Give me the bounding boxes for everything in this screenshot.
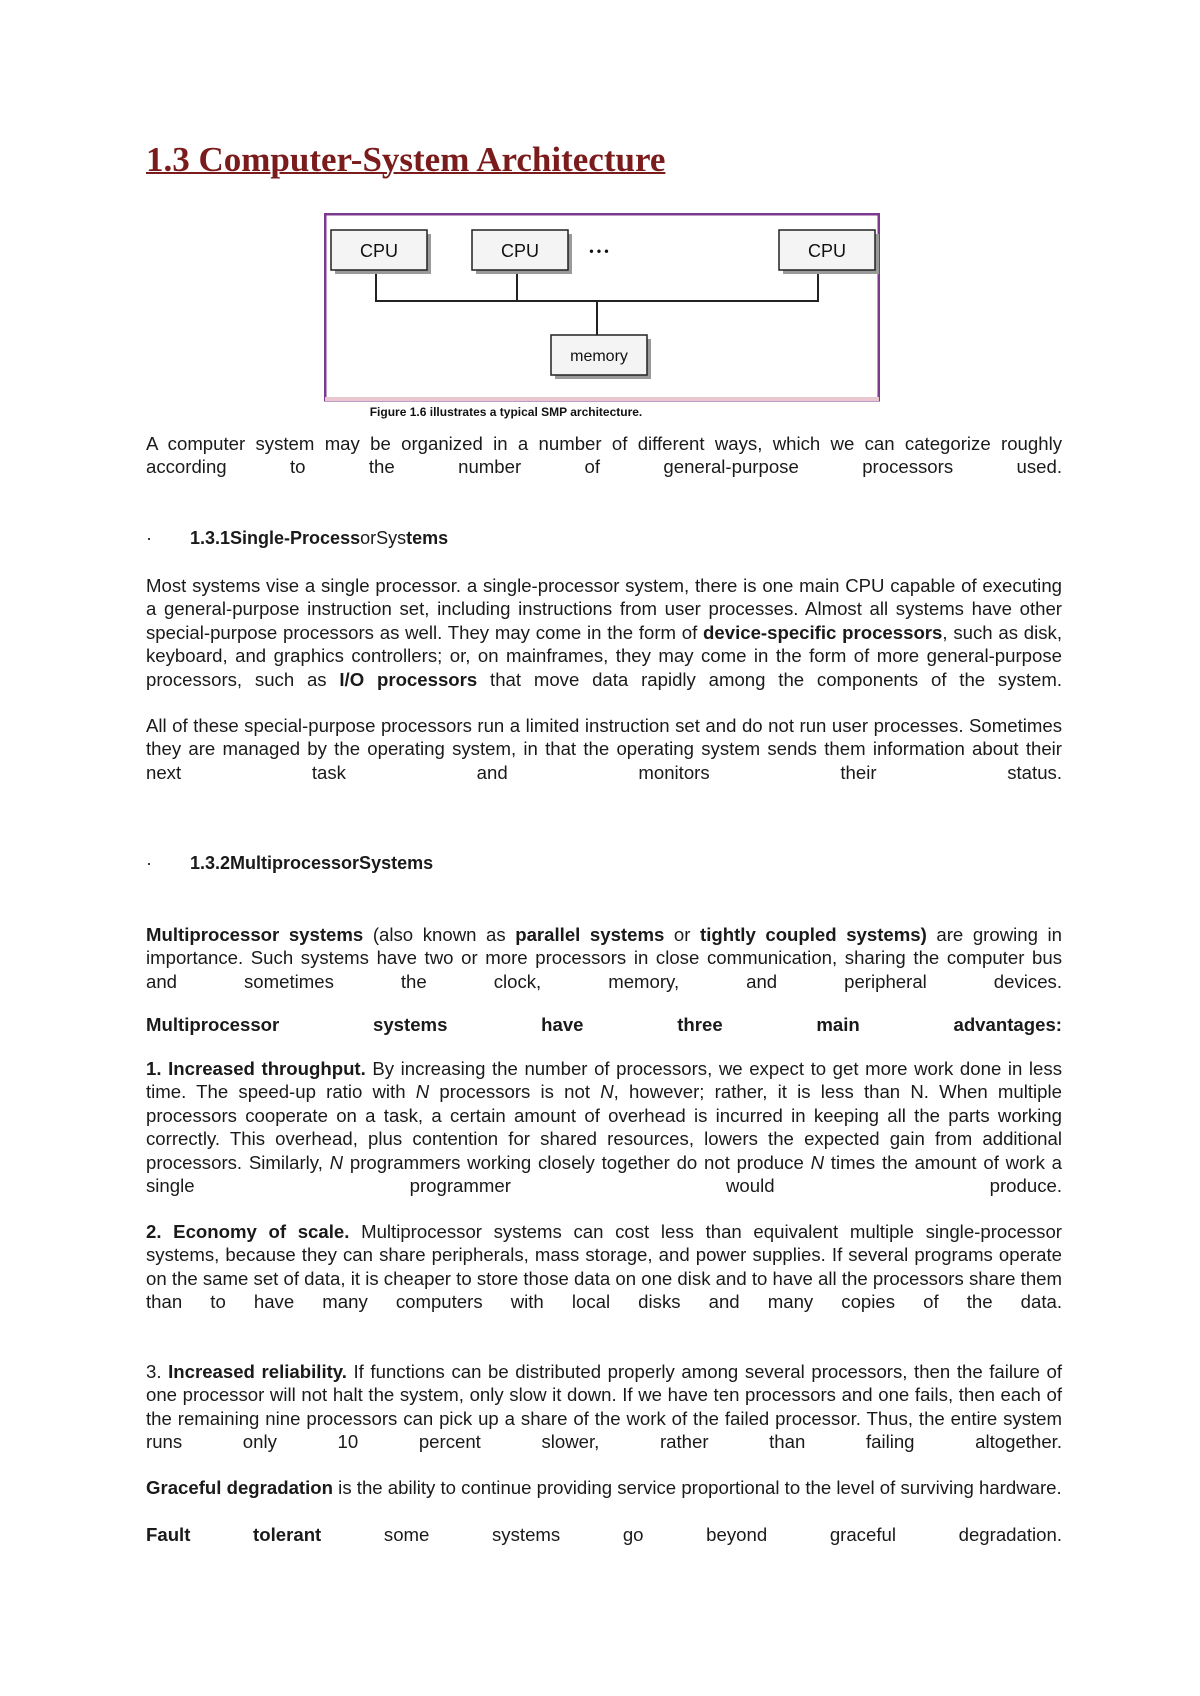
text-run: are growing in importance. Such systems have two or more processors in close communication, sharing the computer bus and sometimes the clock, memory, and peripheral devices. xyxy=(146,924,1062,992)
special-purpose-paragraph: All of these special-purpose processors run a limited instruction set and do not run user processes. Sometimes they are managed by the operating system, in that the operating system sends them information about their next task and monitors their status. xyxy=(146,715,1062,783)
text-run: processors is not xyxy=(429,1081,601,1103)
text-run: (also known as xyxy=(363,924,516,945)
text-run: some systems go beyond graceful degradation. xyxy=(321,1524,1062,1545)
cpu-label-2: CPU xyxy=(500,241,540,261)
var-n: N xyxy=(415,1081,430,1103)
var-n: N xyxy=(810,1151,825,1173)
cpu-label-1: CPU xyxy=(359,241,399,261)
page-title: 1.3 Computer-System Architecture xyxy=(146,140,666,179)
text-run: Multiprocessor systems can cost less than equivalent multiple single-processor systems, because they can share peripherals, mass storage, and power supplies. If several programs operate on the same set of data, it is cheaper to store those data on one disk and to have all the processors share them than to have many computers with local disks and many copies of the data. xyxy=(146,1221,1062,1313)
text-run: is the ability to continue providing service proportional to the level of surviving hardware. xyxy=(333,1477,1062,1498)
advantage-title: 2. Economy of scale. xyxy=(146,1221,350,1242)
var-n: N xyxy=(600,1081,614,1103)
smp-architecture-figure xyxy=(324,213,880,403)
term-io-processors: I/O processors xyxy=(339,668,478,690)
heading-part-a: 1.3.1Single-Process xyxy=(190,528,361,548)
term-graceful-degradation: Graceful degradation xyxy=(146,1477,334,1498)
memory-box xyxy=(551,335,651,379)
text-run: , however; rather, it is less than N. When multiple processors cooperate on a task, a certain amount of overhead is incurred in keeping all the parts working correctly. This overhead, plus contention for shared resources, lowers the expected gain from additional processors. Similarly, xyxy=(146,1081,1062,1173)
bullet: · xyxy=(146,528,152,548)
cpu-ellipsis: • • • xyxy=(589,244,609,258)
term-tightly-coupled: tightly coupled systems) xyxy=(700,924,927,945)
multiprocessor-intro-paragraph xyxy=(146,923,1062,993)
figure-frame-shadow xyxy=(325,397,879,401)
cpu-label-3: CPU xyxy=(807,241,847,261)
text-run: Most systems vise a single processor. a single-processor system, there is one main CPU capable of executing a general-purpose instruction set, including instructions from user processes. Almost all systems have other special-purpose processors as well. They may come in the form of xyxy=(146,575,1062,643)
cpu-box-1 xyxy=(331,230,431,274)
advantage-economy-paragraph xyxy=(146,1220,1062,1314)
var-n: N xyxy=(329,1151,344,1173)
advantage-title: 1. Increased throughput. xyxy=(146,1058,366,1079)
term-device-specific: device-specific processors xyxy=(703,621,943,643)
text-run: programmers working closely together do not produce xyxy=(343,1151,811,1173)
graceful-degradation-paragraph xyxy=(146,1476,1062,1499)
cpu-box-2 xyxy=(472,230,572,274)
advantages-heading: Multiprocessor systems have three main advantages: xyxy=(146,1014,1062,1035)
single-processor-paragraph xyxy=(146,574,1062,691)
advantage-reliability-paragraph xyxy=(146,1360,1062,1454)
heading-part-c: tems xyxy=(406,528,449,548)
text-run: or xyxy=(664,924,701,945)
advantage-throughput-paragraph xyxy=(146,1057,1062,1197)
term-multiprocessor-systems: Multiprocessor systems xyxy=(146,924,364,945)
heading-part-b: orSys xyxy=(360,528,407,548)
text-run: By increasing the number of processors, we expect to get more work done in less time. The speed-up ratio with xyxy=(146,1058,1062,1103)
advantage-title: Increased reliability. xyxy=(168,1361,347,1382)
text-run: 3. xyxy=(146,1361,169,1382)
fault-tolerant-paragraph xyxy=(146,1523,1062,1546)
section-heading-1-3-2 xyxy=(146,853,433,874)
bullet: · xyxy=(146,853,152,873)
memory-label: memory xyxy=(570,348,628,365)
term-parallel-systems: parallel systems xyxy=(515,924,665,945)
figure-caption: Figure 1.6 illustrates a typical SMP architecture. xyxy=(369,405,643,419)
term-fault-tolerant: Fault tolerant xyxy=(146,1524,322,1545)
text-run: that move data rapidly among the components of the system. xyxy=(477,668,1062,690)
text-run: , such as disk, keyboard, and graphics controllers; or, on mainframes, they may come in the form of more general-purpose processors, such as xyxy=(146,621,1062,690)
text-run: If functions can be distributed properly among several processors, then the failure of one processor will not halt the system, only slow it down. If we have ten processors and one fails, then each of the remaining nine processors can pick up a share of the work of the failed processor. Thus, the entire system runs only 10 percent slower, rather than failing altogether. xyxy=(146,1361,1062,1453)
cpu-box-3 xyxy=(779,230,879,274)
heading-text: 1.3.2MultiprocessorSystems xyxy=(190,853,434,873)
text-run: times the amount of work a single programmer would produce. xyxy=(146,1151,1062,1197)
section-heading-1-3-1 xyxy=(146,528,448,549)
intro-paragraph: A computer system may be organized in a number of different ways, which we can categorize roughly according to the number of general-purpose processors used. xyxy=(146,433,1062,478)
smp-diagram xyxy=(324,213,880,403)
